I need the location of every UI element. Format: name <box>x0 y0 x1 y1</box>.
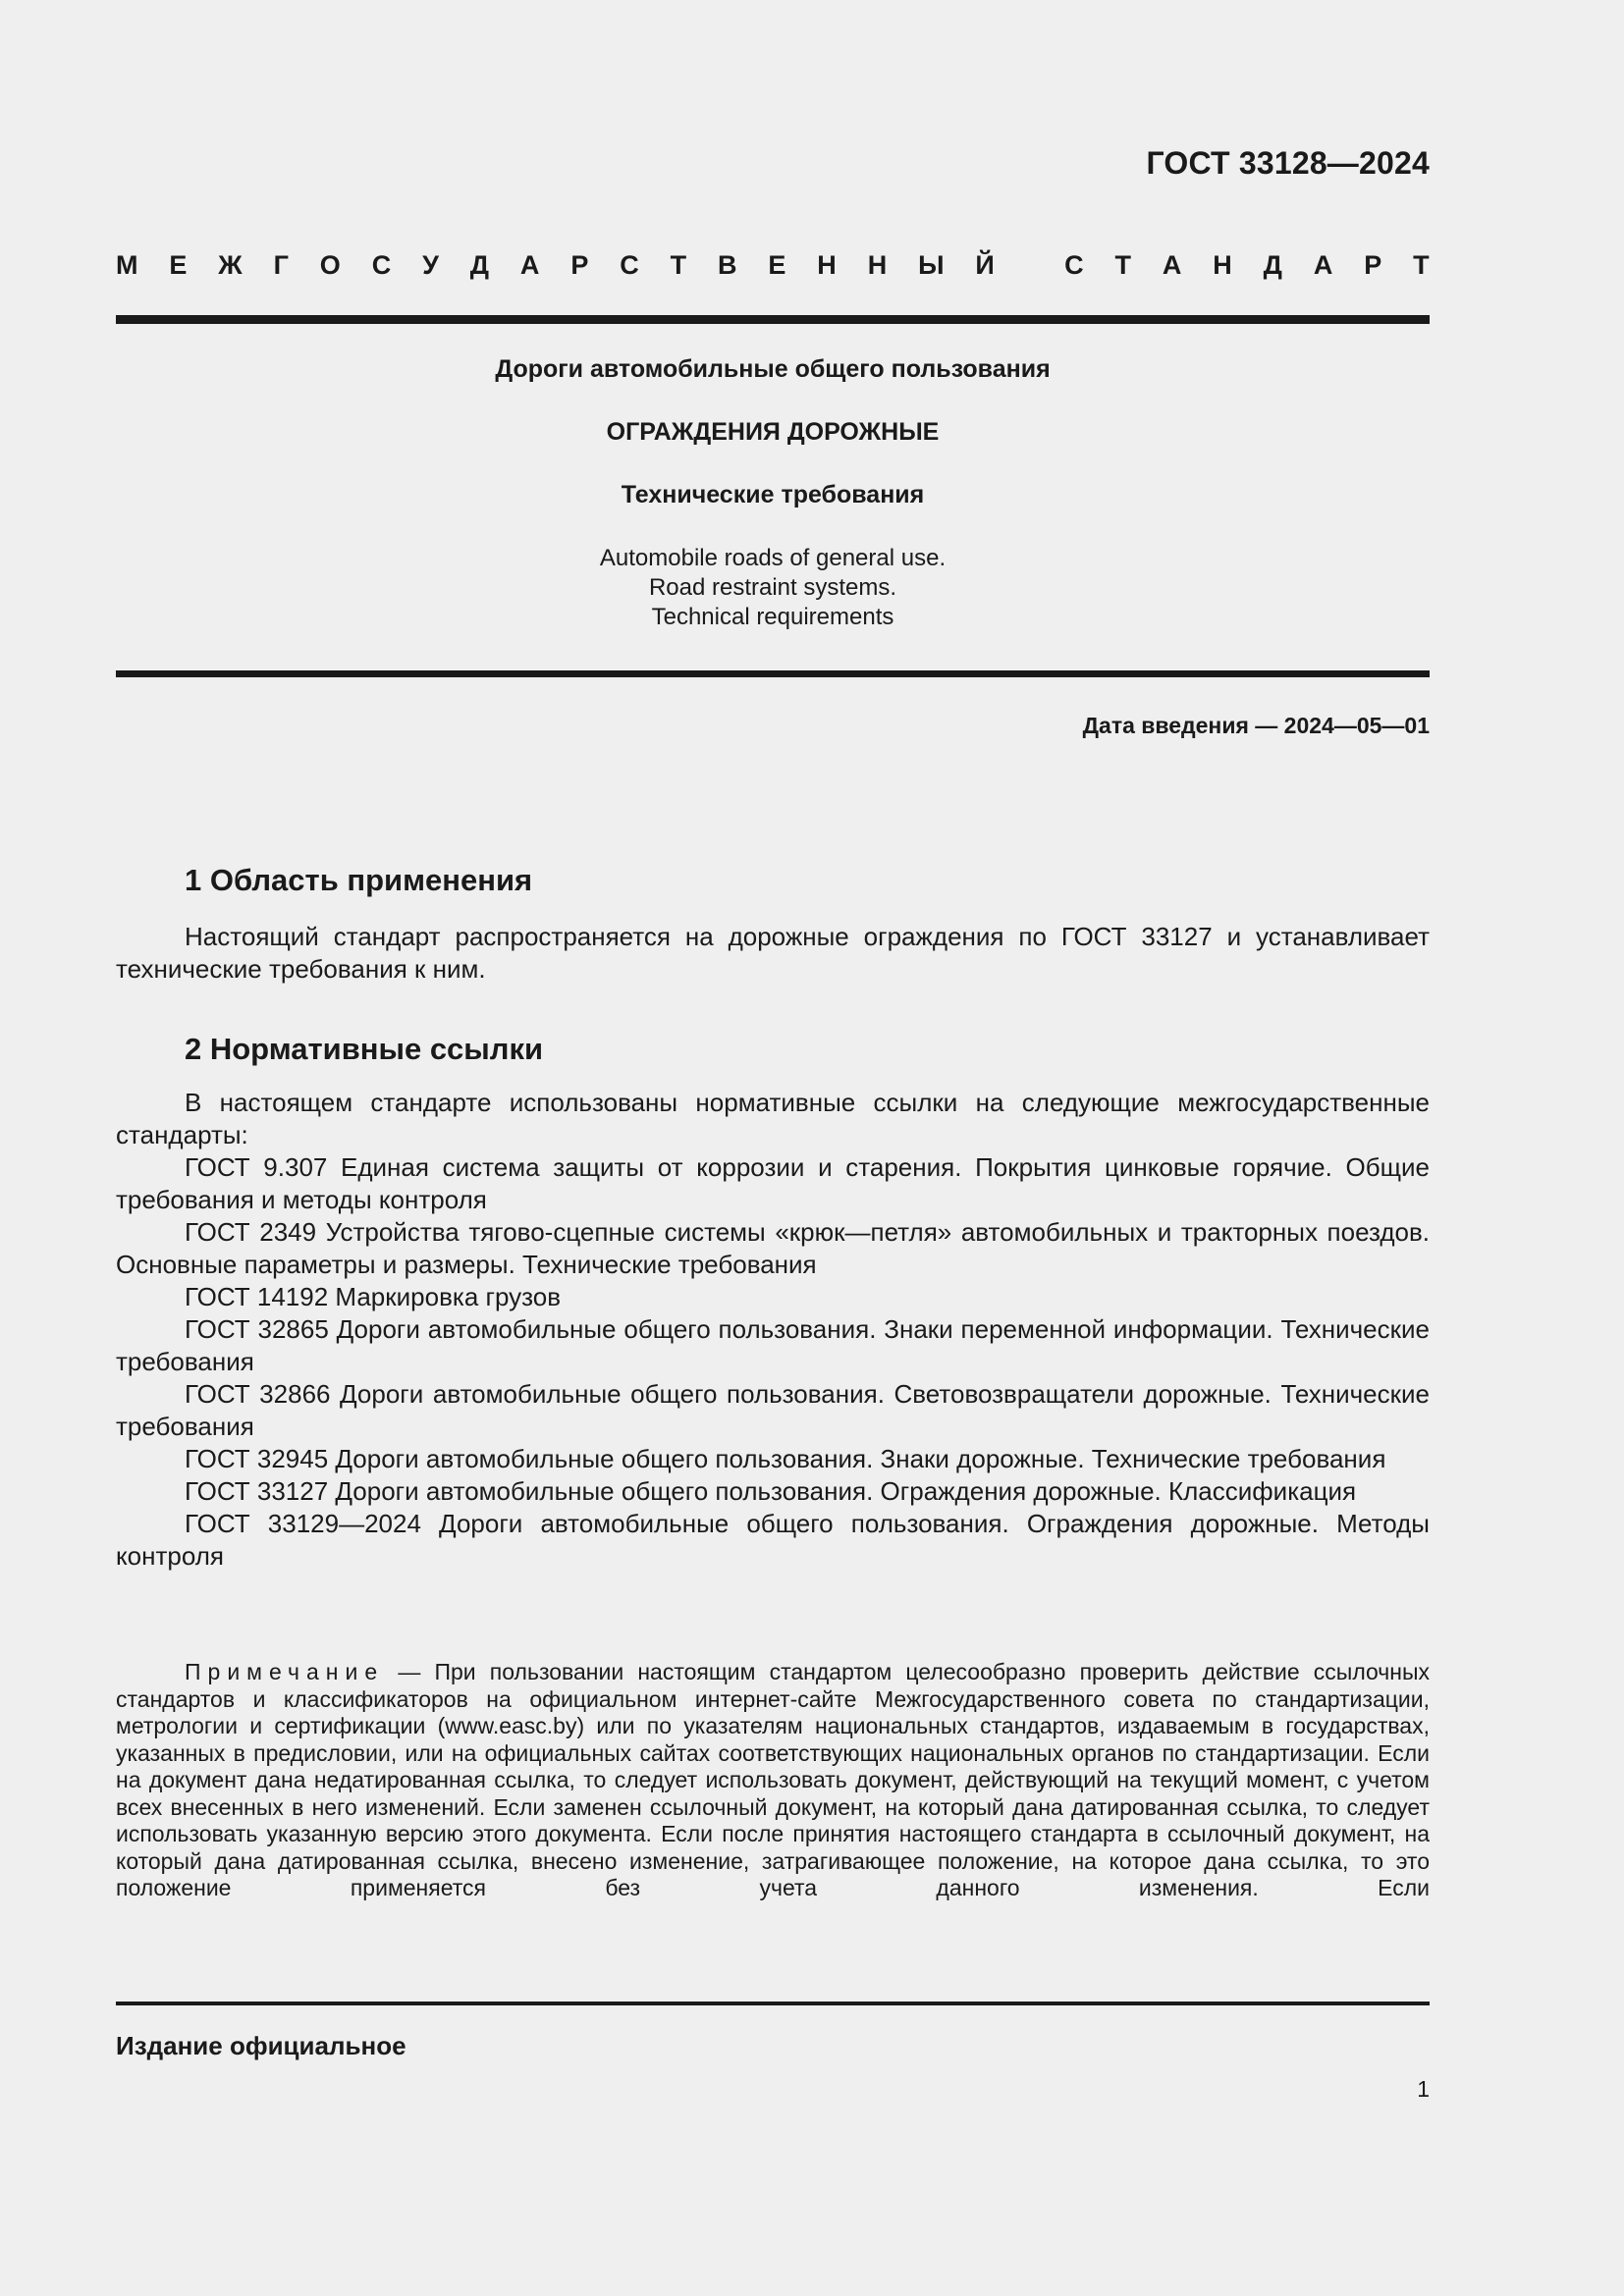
section-1-heading: 1 Область применения <box>185 863 533 897</box>
section-2-heading: 2 Нормативные ссылки <box>185 1032 544 1066</box>
introduction-date: Дата введения — 2024—05—01 <box>1082 713 1430 738</box>
note-label: Примечание <box>185 1659 385 1684</box>
standard-type-letter: Н <box>1213 250 1232 280</box>
title-subject: Дороги автомобильные общего пользования <box>495 355 1051 383</box>
standard-type-letter: Г <box>273 250 289 280</box>
standard-type-letter: С <box>620 250 639 280</box>
reference-item: ГОСТ 33127 Дороги автомобильные общего пользования. Ограждения дорожные. Классификация <box>185 1476 1357 1506</box>
header-rule <box>116 315 1430 324</box>
title-english-line: Technical requirements <box>651 604 894 630</box>
standard-type-letter: Р <box>1364 250 1382 280</box>
reference-item: ГОСТ 32945 Дороги автомобильные общего пользования. Знаки дорожные. Технические требования <box>185 1444 1386 1473</box>
standard-type-letter: У <box>422 250 439 280</box>
title-english-line: Automobile roads of general use. <box>599 545 947 571</box>
note-text: — При пользовании настоящим стандартом целесообразно проверить действие ссылочных стандартов и классификаторов на официальном интернет-сайте Межгосударственного совета по стандартизации, метрологии и сертификации (www.easc.by) или по указателям национальных стандартов, издаваемым в государствах, указанных в предисловии, или на официальных сайтах соответствующих национальных органов по стандартизации. Если на документ дана недатированная ссылка, то следует использовать документ, действующий на текущий момент, с учетом всех внесенных в него изменений. Если заменен ссылочный документ, на который дана датированная ссылка, то следует использовать указанную версию этого документа. Если после принятия настоящего стандарта в ссылочный документ, на который дана датированная ссылка, внесено изменение, затрагивающее положение, на которое дана ссылка, то это положение применяется без учета данного изменения. Если <box>116 1659 1431 1900</box>
footer-rule <box>116 2002 1430 2005</box>
title-rule <box>116 670 1430 677</box>
standard-type-heading <box>116 250 1430 281</box>
standard-type-letter: Н <box>817 250 837 280</box>
standard-type-letter: Ж <box>218 250 243 280</box>
standard-type-letter: Т <box>670 250 687 280</box>
section-1-body <box>116 921 1430 986</box>
standard-type-letter: Е <box>169 250 188 280</box>
document-page <box>116 0 1430 2296</box>
section-2-intro: В настоящем стандарте использованы нормативные ссылки на следующие межгосударственные стандарты: <box>116 1088 1430 1149</box>
standard-type-letter: Й <box>975 250 995 280</box>
note-paragraph <box>116 1659 1430 1902</box>
standard-type-letter: А <box>1162 250 1182 280</box>
standard-type-letter: Д <box>1263 250 1282 280</box>
reference-item: ГОСТ 32865 Дороги автомобильные общего пользования. Знаки переменной информации. Технические требования <box>116 1314 1430 1376</box>
reference-item: ГОСТ 2349 Устройства тягово-сцепные системы «крюк—петля» автомобильных и тракторных поездов. Основные параметры и размеры. Технические требования <box>116 1217 1430 1279</box>
section-1-paragraph: Настоящий стандарт распространяется на дорожные ограждения по ГОСТ 33127 и устанавливает технические требования к ним. <box>116 922 1430 984</box>
standard-type-letter: Р <box>570 250 589 280</box>
edition-label: Издание официальное <box>116 2031 406 2060</box>
standard-number: ГОСТ 33128—2024 <box>1146 145 1430 181</box>
standard-type-letter: Н <box>867 250 888 280</box>
reference-item: ГОСТ 32866 Дороги автомобильные общего пользования. Световозвращатели дорожные. Технические требования <box>116 1379 1430 1441</box>
standard-type-letter: О <box>319 250 341 280</box>
title-english-line: Road restraint systems. <box>648 574 897 601</box>
standard-type-letter: М <box>116 250 138 280</box>
standard-type-letter: В <box>718 250 737 280</box>
reference-item: ГОСТ 33129—2024 Дороги автомобильные общего пользования. Ограждения дорожные. Методы контроля <box>116 1509 1430 1571</box>
standard-type-letter: Т <box>1114 250 1131 280</box>
title-subtitle: Технические требования <box>621 481 925 508</box>
page-number: 1 <box>1417 2076 1430 2102</box>
standard-type-letter: Т <box>1413 250 1430 280</box>
standard-type-letter: А <box>519 250 540 280</box>
standard-type-letter: С <box>1064 250 1084 280</box>
standard-type-letter: Е <box>768 250 786 280</box>
standard-type-letter: Д <box>469 250 490 280</box>
word-gap <box>1026 250 1034 281</box>
reference-item: ГОСТ 14192 Маркировка грузов <box>185 1282 562 1311</box>
title-main: ОГРАЖДЕНИЯ ДОРОЖНЫЕ <box>606 418 940 446</box>
standard-type-letter: С <box>371 250 392 280</box>
section-2-body <box>116 1087 1430 1573</box>
title-english <box>116 544 1430 632</box>
standard-type-letter: Ы <box>918 250 945 280</box>
standard-type-letter: А <box>1313 250 1333 280</box>
reference-item: ГОСТ 9.307 Единая система защиты от коррозии и старения. Покрытия цинковые горячие. Общие требования и методы контроля <box>116 1152 1430 1214</box>
